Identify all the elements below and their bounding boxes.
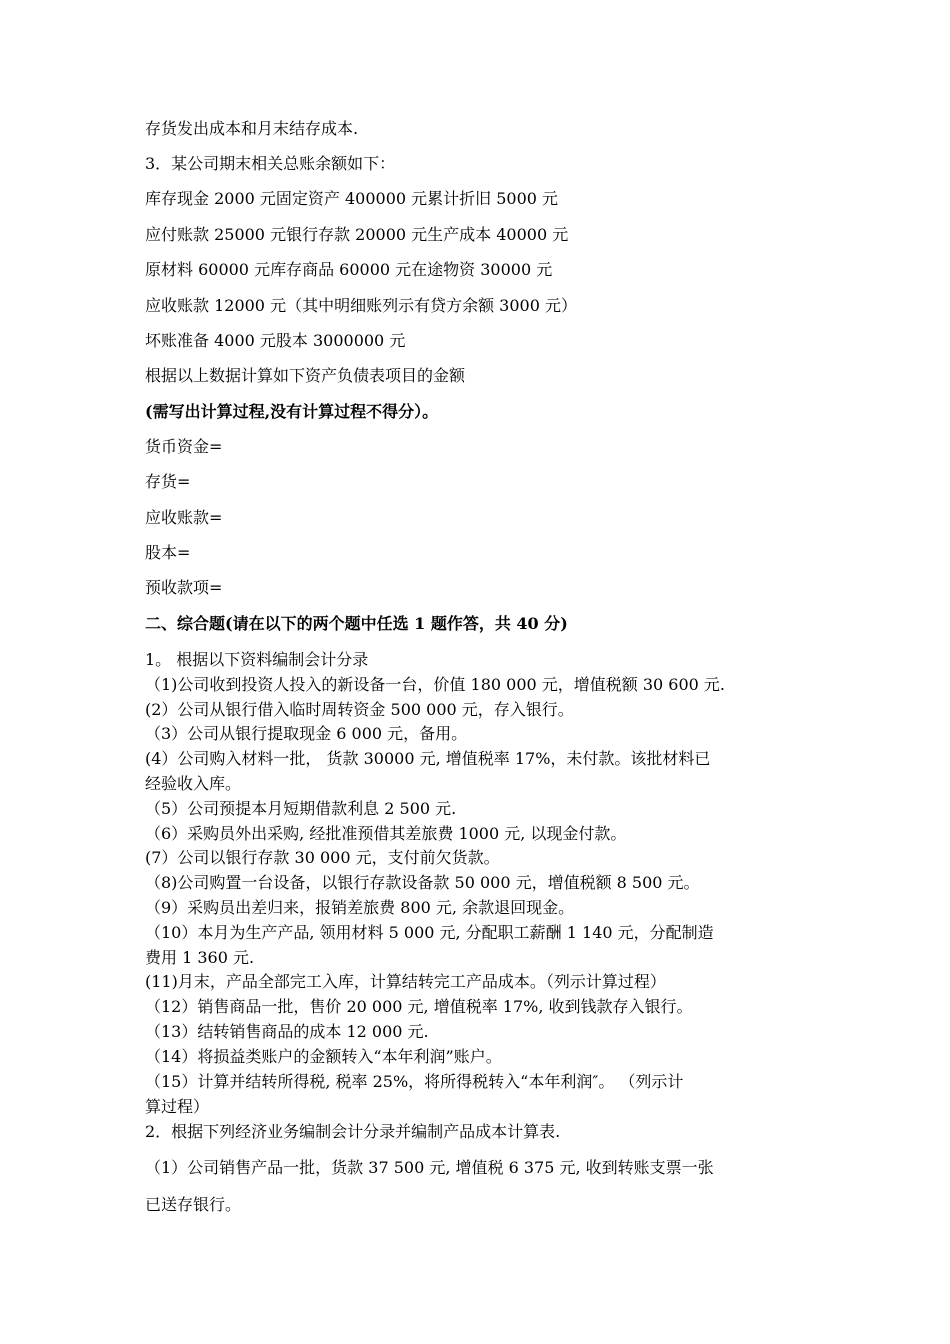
text-line: (7）公司以银行存款 30 000 元，支付前欠货款。	[145, 848, 500, 867]
text-line: 股本=	[145, 543, 191, 562]
text-line: （12）销售商品一批，售价 20 000 元, 增值税率 17%, 收到钱款存入银行。	[145, 997, 693, 1016]
text-line: 已送存银行。	[145, 1195, 242, 1214]
text-line: （1）公司销售产品一批，货款 37 500 元, 增值税 6 375 元, 收到转账支票一张	[145, 1158, 714, 1177]
text-line: (4）公司购入材料一批， 货款 30000 元, 增值税率 17%，未付款。该批材料已	[145, 749, 711, 768]
text-line: 应收账款=	[145, 508, 223, 527]
text-line: （6）采购员外出采购, 经批准预借其差旅费 1000 元, 以现金付款。	[145, 824, 627, 843]
text-line: (11)月末，产品全部完工入库，计算结转完工产品成本。（列示计算过程）	[145, 972, 666, 991]
text-line: （14）将损益类账户的金额转入“本年利润”账户。	[145, 1047, 502, 1066]
text-line: （10）本月为生产产品, 领用材料 5 000 元, 分配职工薪酬 1 140 元，分配制造	[145, 923, 714, 942]
text-line: 存货发出成本和月末结存成本.	[145, 119, 359, 138]
text-line: 应付账款 25000 元银行存款 20000 元生产成本 40000 元	[145, 225, 569, 244]
text-line: 3．某公司期末相关总账余额如下：	[145, 154, 396, 173]
text-line: 根据以上数据计算如下资产负债表项目的金额	[145, 366, 466, 385]
text-line: 坏账准备 4000 元股本 3000000 元	[145, 331, 406, 350]
text-line: （5）公司预提本月短期借款利息 2 500 元.	[145, 799, 457, 818]
text-line: （15）计算并结转所得税, 税率 25%，将所得税转入“本年利润″。 （列示计	[145, 1072, 684, 1091]
text-line: （13）结转销售商品的成本 12 000 元.	[145, 1022, 429, 1041]
text-line: （3）公司从银行提取现金 6 000 元，备用。	[145, 724, 468, 743]
text-line: 1。 根据以下资料编制会计分录	[145, 650, 369, 669]
text-line: 货币资金=	[145, 437, 223, 456]
text-line: 经验收入库。	[145, 774, 242, 793]
text-line: （1)公司收到投资人投入的新设备一台，价值 180 000 元，增值税额 30 600 元.	[145, 675, 726, 694]
text-line: 预收款项=	[145, 578, 223, 597]
text-line: 原材料 60000 元库存商品 60000 元在途物资 30000 元	[145, 260, 553, 279]
instruction-bold: (需写出计算过程,没有计算过程不得分）。	[145, 402, 439, 421]
section-heading: 二、综合题(请在以下的两个题中任选 1 题作答，共 40 分)	[145, 614, 568, 633]
text-line: 2．根据下列经济业务编制会计分录并编制产品成本计算表.	[145, 1122, 561, 1141]
text-line: 算过程）	[145, 1097, 210, 1116]
text-line: 存货=	[145, 472, 191, 491]
text-line: 应收账款 12000 元（其中明细账列示有贷方余额 3000 元）	[145, 296, 577, 315]
text-line: (2）公司从银行借入临时周转资金 500 000 元，存入银行。	[145, 700, 574, 719]
text-line: 库存现金 2000 元固定资产 400000 元累计折旧 5000 元	[145, 189, 559, 208]
text-line: 费用 1 360 元.	[145, 948, 255, 967]
text-line: （8)公司购置一台设备，以银行存款设备款 50 000 元，增值税额 8 500 元。	[145, 873, 700, 892]
text-line: （9）采购员出差归来，报销差旅费 800 元, 余款退回现金。	[145, 898, 575, 917]
